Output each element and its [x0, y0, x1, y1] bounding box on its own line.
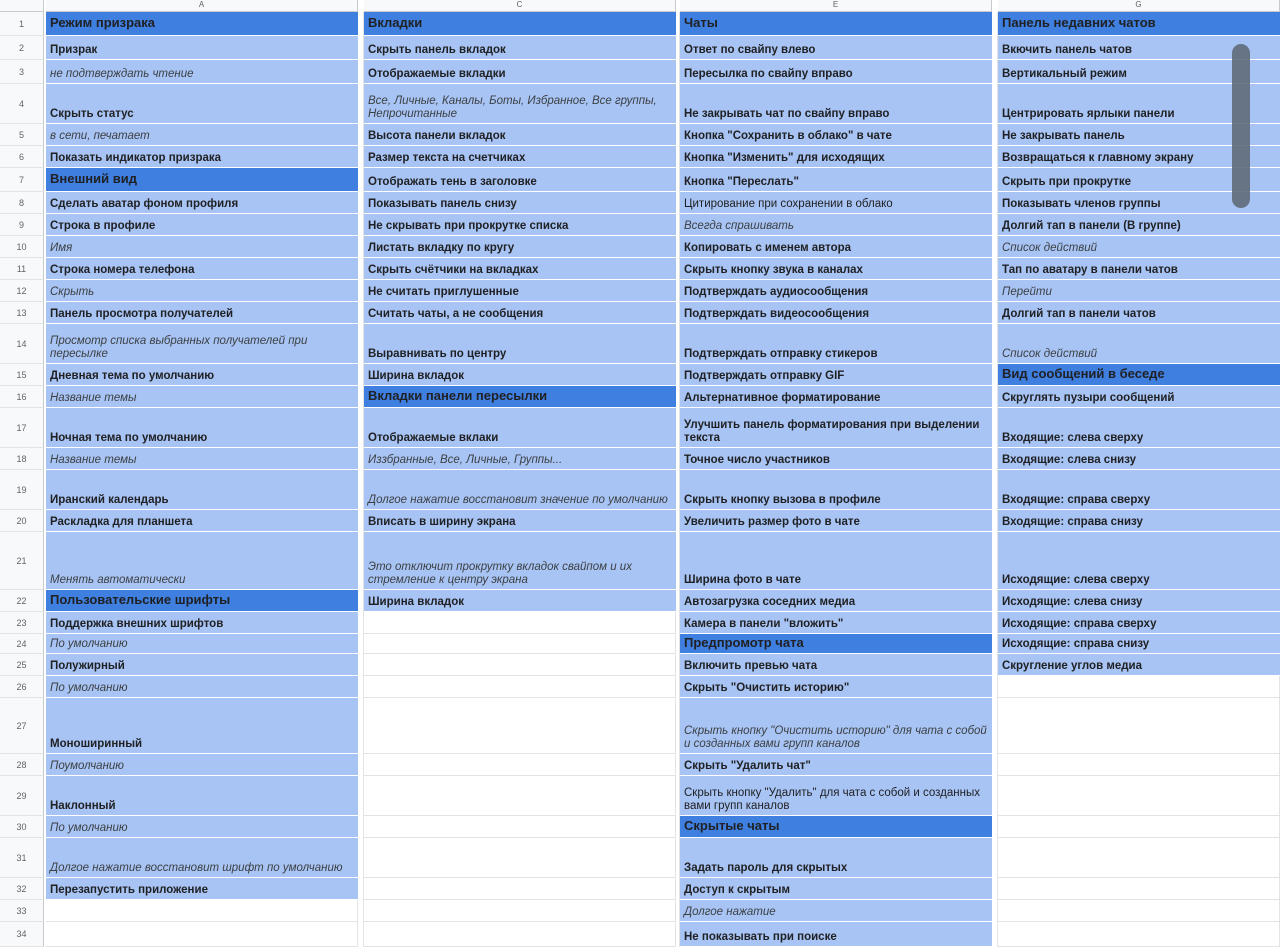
- section-header-cell[interactable]: [680, 12, 992, 36]
- empty-cell[interactable]: [998, 838, 1280, 878]
- setting-value-cell[interactable]: [46, 386, 358, 408]
- setting-name-cell[interactable]: [46, 698, 358, 754]
- setting-note-cell[interactable]: [680, 192, 992, 214]
- cell-text: По умолчанию: [50, 638, 128, 650]
- setting-name-cell[interactable]: [46, 214, 358, 236]
- empty-cell[interactable]: [364, 676, 676, 698]
- cell-text: Вкладки панели пересылки: [368, 388, 548, 403]
- setting-name-cell[interactable]: [364, 258, 676, 280]
- empty-cell[interactable]: [364, 816, 676, 838]
- empty-cell[interactable]: [364, 838, 676, 878]
- section-header-cell[interactable]: [364, 12, 676, 36]
- section-header-cell[interactable]: [46, 590, 358, 612]
- setting-name-cell[interactable]: [46, 776, 358, 816]
- setting-name-cell[interactable]: [680, 60, 992, 84]
- cell-text: Имя: [50, 242, 73, 254]
- cell-text: Ширина фото в чате: [684, 574, 801, 586]
- column-header[interactable]: E: [680, 0, 992, 12]
- setting-value-cell[interactable]: [46, 754, 358, 776]
- empty-cell[interactable]: [46, 922, 358, 947]
- cell-text: Пересылка по свайпу вправо: [684, 68, 853, 80]
- cell-text: Долгое нажатие: [684, 906, 776, 918]
- cell-text: Показывать членов группы: [1002, 198, 1161, 210]
- cell-text: Задать пароль для скрытых: [684, 862, 848, 874]
- setting-name-cell[interactable]: [46, 364, 358, 386]
- setting-name-cell[interactable]: [46, 612, 358, 634]
- cell-text: Автозагрузка соседних медиа: [684, 596, 856, 608]
- setting-name-cell[interactable]: [680, 146, 992, 168]
- cell-text: Скрыть счётчики на вкладках: [368, 264, 539, 276]
- row-number[interactable]: 25: [0, 654, 44, 676]
- empty-cell[interactable]: [364, 776, 676, 816]
- row-number[interactable]: 32: [0, 878, 44, 900]
- setting-value-cell[interactable]: [364, 84, 676, 124]
- cell-text: Скрыть кнопку звука в каналах: [684, 264, 863, 276]
- setting-name-cell[interactable]: [364, 168, 676, 192]
- select-all-corner[interactable]: [0, 0, 44, 12]
- cell-text: Пользовательские шрифты: [50, 592, 231, 607]
- cell-text: Входящие: справа снизу: [1002, 516, 1143, 528]
- cell-text: Входящие: слева сверху: [1002, 432, 1144, 444]
- cell-text: Точное число участников: [684, 454, 831, 466]
- row-number[interactable]: 30: [0, 816, 44, 838]
- setting-name-cell[interactable]: [998, 258, 1280, 280]
- setting-name-cell[interactable]: [680, 84, 992, 124]
- row-number[interactable]: 5: [0, 124, 44, 146]
- setting-name-cell[interactable]: [998, 590, 1280, 612]
- cell-text: Панель недавних чатов: [1002, 15, 1156, 30]
- cell-text: Копировать с именем автора: [684, 242, 852, 254]
- cell-text: Чаты: [684, 15, 718, 30]
- setting-value-cell[interactable]: [364, 532, 676, 590]
- row-number[interactable]: 22: [0, 590, 44, 612]
- setting-value-cell[interactable]: [680, 214, 992, 236]
- cell-text: Иззбранные, Все, Личные, Группы...: [368, 454, 563, 466]
- cell-text: Выравнивать по центру: [368, 348, 507, 360]
- cell-text: Ночная тема по умолчанию: [50, 432, 208, 444]
- empty-cell[interactable]: [364, 754, 676, 776]
- row-number[interactable]: 20: [0, 510, 44, 532]
- cell-text: Не закрывать панель: [1002, 130, 1125, 142]
- section-header-cell[interactable]: [998, 364, 1280, 386]
- cell-text: Название темы: [50, 454, 137, 466]
- setting-name-cell[interactable]: [46, 258, 358, 280]
- column-header[interactable]: G: [998, 0, 1280, 12]
- cell-text: Листать вкладку по кругу: [368, 242, 515, 254]
- setting-name-cell[interactable]: [680, 510, 992, 532]
- cell-text: Показать индикатор призрака: [50, 152, 222, 164]
- setting-name-cell[interactable]: [998, 386, 1280, 408]
- cell-text: Скрыть статус: [50, 108, 134, 120]
- cell-text: Считать чаты, а не сообщения: [368, 308, 544, 320]
- setting-value-cell[interactable]: [46, 236, 358, 258]
- setting-name-cell[interactable]: [364, 60, 676, 84]
- cell-text: Скрыть при прокрутке: [1002, 176, 1131, 188]
- setting-name-cell[interactable]: [46, 470, 358, 510]
- cell-text: Входящие: слева снизу: [1002, 454, 1137, 466]
- row-number[interactable]: 28: [0, 754, 44, 776]
- setting-value-cell[interactable]: [998, 236, 1280, 258]
- setting-name-cell[interactable]: [364, 408, 676, 448]
- cell-text: Не считать приглушенные: [368, 286, 519, 298]
- cell-text: Улучшить панель форматирования при выделении текста: [684, 419, 980, 444]
- cell-text: Вкючить панель чатов: [1002, 44, 1132, 56]
- setting-name-cell[interactable]: [364, 192, 676, 214]
- setting-name-cell[interactable]: [364, 36, 676, 60]
- setting-name-cell[interactable]: [680, 280, 992, 302]
- vertical-scrollbar[interactable]: [1232, 44, 1250, 208]
- setting-name-cell[interactable]: [364, 146, 676, 168]
- row-number[interactable]: 23: [0, 612, 44, 634]
- setting-name-cell[interactable]: [680, 236, 992, 258]
- cell-text: Скрыть "Удалить чат": [684, 760, 811, 772]
- setting-name-cell[interactable]: [364, 236, 676, 258]
- cell-text: Скрыть кнопку "Удалить" для чата с собой и созданных вами групп каналов: [684, 787, 980, 812]
- row-number[interactable]: 18: [0, 448, 44, 470]
- row-number[interactable]: 33: [0, 900, 44, 922]
- setting-value-cell[interactable]: [46, 60, 358, 84]
- cell-text: По умолчанию: [50, 682, 128, 694]
- setting-name-cell[interactable]: [680, 654, 992, 676]
- cell-text: Подтверждать отправку стикеров: [684, 348, 878, 360]
- cell-text: Предпромотр чата: [684, 635, 804, 650]
- setting-name-cell[interactable]: [46, 408, 358, 448]
- setting-name-cell[interactable]: [680, 532, 992, 590]
- row-number[interactable]: 12: [0, 280, 44, 302]
- cell-text: Долгое нажатие восстановит шрифт по умолчанию: [50, 862, 343, 874]
- cell-text: Поддержка внешних шрифтов: [50, 618, 224, 630]
- cell-text: Раскладка для планшета: [50, 516, 193, 528]
- cell-text: Скрыть кнопку "Очистить историю" для чата с собой и созданных вами групп каналов: [684, 725, 987, 750]
- cell-text: Сделать аватар фоном профиля: [50, 198, 239, 210]
- empty-cell[interactable]: [364, 612, 676, 634]
- cell-text: Список действий: [1002, 348, 1098, 360]
- cell-text: Долгое нажатие восстановит значение по умолчанию: [368, 494, 668, 506]
- row-number[interactable]: 7: [0, 168, 44, 192]
- cell-text: Кнопка "Переслать": [684, 176, 799, 188]
- cell-text: Вписать в ширину экрана: [368, 516, 516, 528]
- row-number[interactable]: 31: [0, 838, 44, 878]
- setting-name-cell[interactable]: [998, 634, 1280, 654]
- cell-text: Входящие: справа сверху: [1002, 494, 1151, 506]
- cell-text: Исходящие: справа снизу: [1002, 638, 1150, 650]
- setting-value-cell[interactable]: [680, 900, 992, 922]
- setting-name-cell[interactable]: [680, 878, 992, 900]
- column-header[interactable]: C: [364, 0, 676, 12]
- section-header-cell[interactable]: [998, 12, 1280, 36]
- cell-text: Название темы: [50, 392, 137, 404]
- cell-text: Кнопка "Сохранить в облако" в чате: [684, 130, 892, 142]
- row-number[interactable]: 9: [0, 214, 44, 236]
- setting-name-cell[interactable]: [364, 364, 676, 386]
- empty-cell[interactable]: [998, 776, 1280, 816]
- row-number[interactable]: 1: [0, 12, 44, 36]
- setting-name-cell[interactable]: [680, 922, 992, 947]
- cell-text: Скрыть: [50, 286, 95, 298]
- setting-name-cell[interactable]: [46, 192, 358, 214]
- row-number[interactable]: 11: [0, 258, 44, 280]
- cell-text: Призрак: [50, 44, 98, 56]
- setting-name-cell[interactable]: [680, 124, 992, 146]
- cell-text: Все, Личные, Каналы, Боты, Избранное, Все группы, Непрочитанные: [368, 95, 657, 120]
- empty-cell[interactable]: [998, 878, 1280, 900]
- setting-name-cell[interactable]: [680, 302, 992, 324]
- setting-name-cell[interactable]: [680, 168, 992, 192]
- section-header-cell[interactable]: [680, 634, 992, 654]
- cell-text: Скрытые чаты: [684, 818, 780, 833]
- setting-name-cell[interactable]: [680, 324, 992, 364]
- row-number[interactable]: 17: [0, 408, 44, 448]
- empty-cell[interactable]: [998, 816, 1280, 838]
- setting-name-cell[interactable]: [998, 408, 1280, 448]
- row-number[interactable]: 8: [0, 192, 44, 214]
- cell-text: Отображаемые вкладки: [368, 68, 506, 80]
- cell-text: Не скрывать при прокрутке списка: [368, 220, 569, 232]
- setting-name-cell[interactable]: [680, 448, 992, 470]
- row-number[interactable]: 24: [0, 634, 44, 654]
- setting-name-cell[interactable]: [998, 302, 1280, 324]
- setting-value-cell[interactable]: [364, 470, 676, 510]
- cell-text: Строка номера телефона: [50, 264, 195, 276]
- setting-name-cell[interactable]: [364, 280, 676, 302]
- empty-cell[interactable]: [364, 698, 676, 754]
- cell-text: Цитирование при сохранении в облако: [684, 198, 893, 210]
- cell-text: Исходящие: слева сверху: [1002, 574, 1150, 586]
- cell-text: Перезапустить приложение: [50, 884, 208, 896]
- setting-name-cell[interactable]: [998, 532, 1280, 590]
- empty-cell[interactable]: [998, 900, 1280, 922]
- setting-name-cell[interactable]: [46, 302, 358, 324]
- cell-text: Ширина вкладок: [368, 370, 465, 382]
- setting-name-cell[interactable]: [680, 470, 992, 510]
- empty-cell[interactable]: [364, 878, 676, 900]
- cell-text: Исходящие: слева снизу: [1002, 596, 1143, 608]
- setting-name-cell[interactable]: [680, 838, 992, 878]
- setting-value-cell[interactable]: [46, 324, 358, 364]
- setting-name-cell[interactable]: [46, 84, 358, 124]
- setting-value-cell[interactable]: [46, 124, 358, 146]
- row-number[interactable]: 6: [0, 146, 44, 168]
- cell-text: Режим призрака: [50, 15, 155, 30]
- section-header-cell[interactable]: [680, 816, 992, 838]
- column-header[interactable]: A: [46, 0, 358, 12]
- row-number[interactable]: 13: [0, 302, 44, 324]
- empty-cell[interactable]: [998, 922, 1280, 947]
- cell-text: Скрыть панель вкладок: [368, 44, 506, 56]
- cell-text: Полужирный: [50, 660, 125, 672]
- row-number[interactable]: 15: [0, 364, 44, 386]
- setting-value-cell[interactable]: [364, 448, 676, 470]
- setting-name-cell[interactable]: [998, 510, 1280, 532]
- setting-name-cell[interactable]: [364, 324, 676, 364]
- cell-text: Иранский календарь: [50, 494, 169, 506]
- cell-text: Панель просмотра получателей: [50, 308, 234, 320]
- cell-text: Альтернативное форматирование: [684, 392, 881, 404]
- cell-text: Кнопка "Изменить" для исходящих: [684, 152, 885, 164]
- empty-cell[interactable]: [998, 698, 1280, 754]
- setting-name-cell[interactable]: [364, 590, 676, 612]
- setting-note-cell[interactable]: [680, 776, 992, 816]
- cell-text: Возвращаться к главному экрану: [1002, 152, 1194, 164]
- setting-value-cell[interactable]: [46, 634, 358, 654]
- cell-text: в сети, печатает: [50, 130, 150, 142]
- cell-text: Не показывать при поиске: [684, 931, 837, 943]
- cell-text: Высота панели вкладок: [368, 130, 506, 142]
- empty-cell[interactable]: [998, 676, 1280, 698]
- setting-value-cell[interactable]: [46, 532, 358, 590]
- cell-text: Скруглять пузыри сообщений: [1002, 392, 1175, 404]
- empty-cell[interactable]: [364, 900, 676, 922]
- setting-name-cell[interactable]: [680, 386, 992, 408]
- empty-cell[interactable]: [364, 654, 676, 676]
- setting-name-cell[interactable]: [364, 510, 676, 532]
- cell-text: Увеличить размер фото в чате: [684, 516, 860, 528]
- setting-name-cell[interactable]: [998, 612, 1280, 634]
- cell-text: Список действий: [1002, 242, 1098, 254]
- empty-cell[interactable]: [46, 900, 358, 922]
- row-number[interactable]: 14: [0, 324, 44, 364]
- section-header-cell[interactable]: [46, 168, 358, 192]
- row-number[interactable]: 16: [0, 386, 44, 408]
- cell-text: Дневная тема по умолчанию: [50, 370, 215, 382]
- row-number[interactable]: 26: [0, 676, 44, 698]
- cell-text: Это отключит прокрутку вкладок свайпом и их стремление к центру экрана: [368, 561, 632, 586]
- setting-value-cell[interactable]: [46, 280, 358, 302]
- cell-text: Отображаемые вклаки: [368, 432, 499, 444]
- cell-text: Долгий тап в панели (В группе): [1002, 220, 1181, 232]
- setting-value-cell[interactable]: [998, 324, 1280, 364]
- empty-cell[interactable]: [364, 634, 676, 654]
- setting-name-cell[interactable]: [680, 364, 992, 386]
- setting-name-cell[interactable]: [998, 654, 1280, 676]
- row-number[interactable]: 27: [0, 698, 44, 754]
- setting-name-cell[interactable]: [364, 124, 676, 146]
- cell-text: Наклонный: [50, 800, 116, 812]
- row-number[interactable]: 19: [0, 470, 44, 510]
- cell-text: Вертикальный режим: [1002, 68, 1127, 80]
- cell-text: Просмотр списка выбранных получателей при пересылке: [50, 335, 308, 360]
- setting-value-cell[interactable]: [46, 816, 358, 838]
- setting-value-cell[interactable]: [46, 676, 358, 698]
- cell-text: Перейти: [1002, 286, 1052, 298]
- setting-name-cell[interactable]: [364, 214, 676, 236]
- cell-text: Включить превью чата: [684, 660, 818, 672]
- cell-text: Ответ по свайпу влево: [684, 44, 816, 56]
- section-header-cell[interactable]: [364, 386, 676, 408]
- cell-text: Моноширинный: [50, 738, 143, 750]
- setting-name-cell[interactable]: [998, 470, 1280, 510]
- row-number[interactable]: 10: [0, 236, 44, 258]
- setting-name-cell[interactable]: [680, 590, 992, 612]
- cell-text: Подтверждать видеосообщения: [684, 308, 870, 320]
- cell-text: Отображать тень в заголовке: [368, 176, 537, 188]
- setting-name-cell[interactable]: [46, 146, 358, 168]
- cell-text: Долгий тап в панели чатов: [1002, 308, 1156, 320]
- cell-text: Размер текста на счетчиках: [368, 152, 526, 164]
- empty-cell[interactable]: [364, 922, 676, 947]
- cell-text: Всегда спрашивать: [684, 220, 794, 232]
- setting-name-cell[interactable]: [998, 214, 1280, 236]
- setting-value-cell[interactable]: [998, 280, 1280, 302]
- setting-value-cell[interactable]: [680, 698, 992, 754]
- cell-text: Тап по аватару в панели чатов: [1002, 264, 1178, 276]
- cell-text: По умолчанию: [50, 822, 128, 834]
- setting-value-cell[interactable]: [46, 838, 358, 878]
- setting-name-cell[interactable]: [680, 754, 992, 776]
- setting-name-cell[interactable]: [680, 612, 992, 634]
- cell-text: Скругление углов медиа: [1002, 660, 1142, 672]
- cell-text: Подтверждать аудиосообщения: [684, 286, 869, 298]
- setting-name-cell[interactable]: [46, 654, 358, 676]
- setting-name-cell[interactable]: [680, 408, 992, 448]
- cell-text: Не закрывать чат по свайпу вправо: [684, 108, 890, 120]
- cell-text: Строка в профиле: [50, 220, 156, 232]
- cell-text: Скрыть "Очистить историю": [684, 682, 850, 694]
- row-number[interactable]: 34: [0, 922, 44, 947]
- setting-name-cell[interactable]: [46, 510, 358, 532]
- cell-text: Центрировать ярлыки панели: [1002, 108, 1175, 120]
- row-number[interactable]: 21: [0, 532, 44, 590]
- cell-text: Скрыть кнопку вызова в профиле: [684, 494, 881, 506]
- row-number[interactable]: 29: [0, 776, 44, 816]
- empty-cell[interactable]: [998, 754, 1280, 776]
- setting-name-cell[interactable]: [46, 878, 358, 900]
- cell-text: Менять автоматически: [50, 574, 186, 586]
- row-number[interactable]: 2: [0, 36, 44, 60]
- setting-value-cell[interactable]: [46, 448, 358, 470]
- setting-name-cell[interactable]: [998, 448, 1280, 470]
- cell-text: Вид сообщений в беседе: [1002, 366, 1165, 381]
- cell-text: Вкладки: [368, 15, 423, 30]
- cell-text: Подтверждать отправку GIF: [684, 370, 845, 382]
- cell-text: Поумолчанию: [50, 760, 124, 772]
- setting-name-cell[interactable]: [680, 676, 992, 698]
- setting-name-cell[interactable]: [680, 258, 992, 280]
- setting-name-cell[interactable]: [680, 36, 992, 60]
- cell-text: Внешний вид: [50, 171, 137, 186]
- cell-text: Показывать панель снизу: [368, 198, 517, 210]
- setting-name-cell[interactable]: [364, 302, 676, 324]
- section-header-cell[interactable]: [46, 12, 358, 36]
- cell-text: не подтверждать чтение: [50, 68, 194, 80]
- cell-text: Исходящие: справа сверху: [1002, 618, 1157, 630]
- cell-text: Ширина вкладок: [368, 596, 465, 608]
- setting-name-cell[interactable]: [46, 36, 358, 60]
- row-number[interactable]: 4: [0, 84, 44, 124]
- cell-text: Камера в панели "вложить": [684, 618, 844, 630]
- cell-text: Доступ к скрытым: [684, 884, 790, 896]
- row-number[interactable]: 3: [0, 60, 44, 84]
